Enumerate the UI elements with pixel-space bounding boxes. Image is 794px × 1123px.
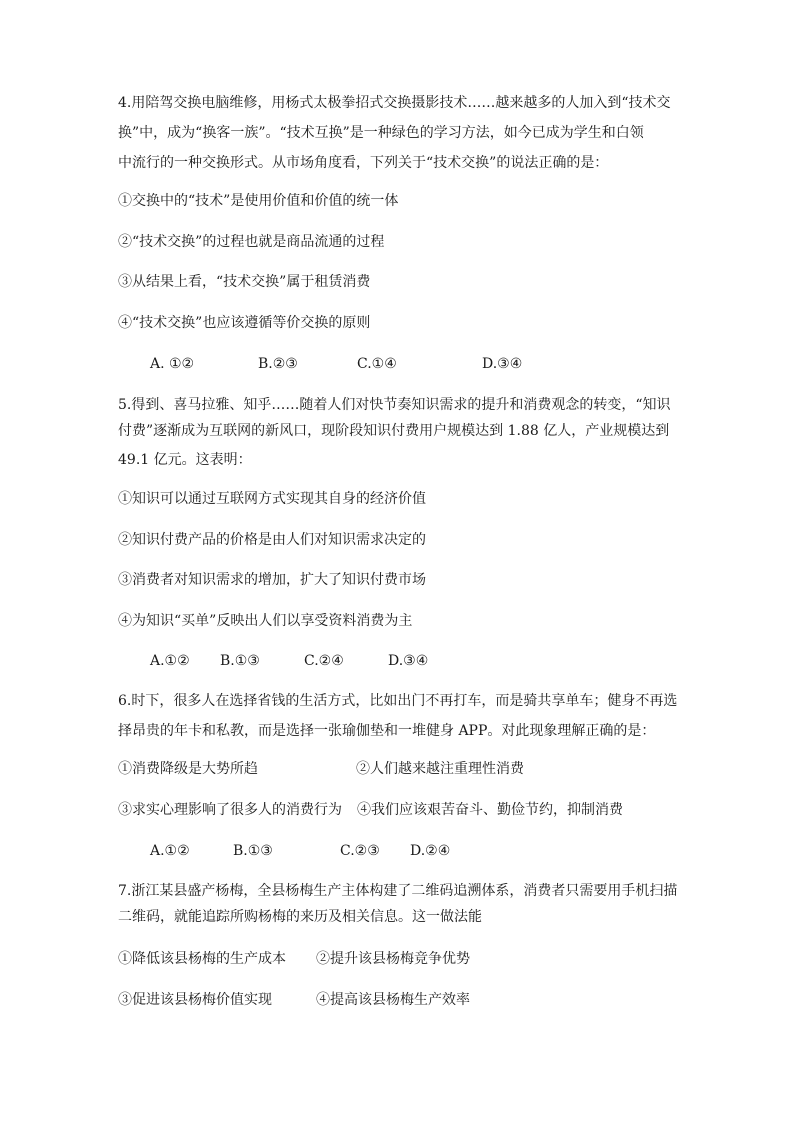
q5-choice-c: C.②④ (304, 653, 344, 669)
q5-item-2: ②知识付费产品的价格是由人们对知识需求决定的 (118, 532, 426, 548)
q4-item-3: ③从结果上看，“技术交换”属于租赁消费 (118, 274, 371, 290)
q6-item-4: ④我们应该艰苦奋斗、勤俭节约，抑制消费 (357, 802, 623, 818)
q4-choice-d: D.③④ (482, 356, 523, 372)
q7-item-3: ③促进该县杨梅价值实现 (118, 992, 272, 1008)
q4-item-4: ④“技术交换”也应该遵循等价交换的原则 (118, 315, 371, 331)
q4-stem-line-2: 换”中，成为“换客一族”。“技术互换”是一种绿色的学习方法，如今已成为学生和白领 (118, 125, 644, 141)
q6-stem-line-1: 6.时下，很多人在选择省钱的生活方式，比如出门不再打车，而是骑共享单车；健身不再选 (118, 693, 678, 709)
q4-stem-line-3: 中流行的一种交换形式。从市场角度看，下列关于“技术交换”的说法正确的是： (118, 155, 609, 171)
q6-item-2: ②人们越来越注重理性消费 (356, 761, 524, 777)
q4-choice-c: C.①④ (357, 356, 397, 372)
q6-choice-c: C.②③ (340, 843, 380, 859)
q5-stem-line-1: 5.得到、喜马拉雅、知乎……随着人们对快节奏知识需求的提升和消费观念的转变，“知识 (118, 397, 671, 413)
q7-item-2: ②提升该县杨梅竞争优势 (316, 951, 470, 967)
q5-choice-a: A.①② (150, 653, 190, 669)
q6-choice-d: D.②④ (410, 843, 451, 859)
q7-item-4: ④提高该县杨梅生产效率 (316, 992, 470, 1008)
q6-item-3: ③求实心理影响了很多人的消费行为 (118, 802, 342, 818)
q6-stem-line-2: 择昂贵的年卡和私教，而是选择一张瑜伽垫和一堆健身 APP。对此现象理解正确的是： (118, 723, 656, 739)
q5-choice-b: B.①③ (220, 653, 260, 669)
q6-item-1: ①消费降级是大势所趋 (118, 761, 258, 777)
q5-item-3: ③消费者对知识需求的增加，扩大了知识付费市场 (118, 572, 426, 588)
q4-choice-b: B.②③ (258, 356, 298, 372)
q5-choice-d: D.③④ (388, 653, 429, 669)
q5-stem-line-3: 49.1 亿元。这表明： (118, 452, 252, 468)
q7-stem-line-1: 7.浙江某县盛产杨梅，全县杨梅生产主体构建了二维码追溯体系，消费者只需要用手机扫描 (118, 883, 678, 899)
q6-choice-b: B.①③ (233, 843, 273, 859)
q7-stem-line-2: 二维码，就能追踪所购杨梅的来历及相关信息。这一做法能 (118, 909, 482, 925)
q4-item-2: ②“技术交换”的过程也就是商品流通的过程 (118, 234, 385, 250)
q7-item-1: ①降低该县杨梅的生产成本 (118, 951, 286, 967)
q5-stem-line-2: 付费”逐渐成为互联网的新风口，现阶段知识付费用户规模达到 1.88 亿人，产业规模达到 (118, 423, 670, 439)
q5-item-4: ④为知识“买单”反映出人们以享受资料消费为主 (118, 613, 413, 629)
q4-stem-line-1: 4.用陪驾交换电脑维修，用杨式太极拳招式交换摄影技术……越来越多的人加入到“技术交 (118, 95, 671, 111)
q4-choice-a: A. ①② (150, 356, 195, 372)
q6-choice-a: A.①② (150, 843, 190, 859)
q5-item-1: ①知识可以通过互联网方式实现其自身的经济价值 (118, 491, 426, 507)
q4-item-1: ①交换中的“技术”是使用价值和价值的统一体 (118, 193, 399, 209)
